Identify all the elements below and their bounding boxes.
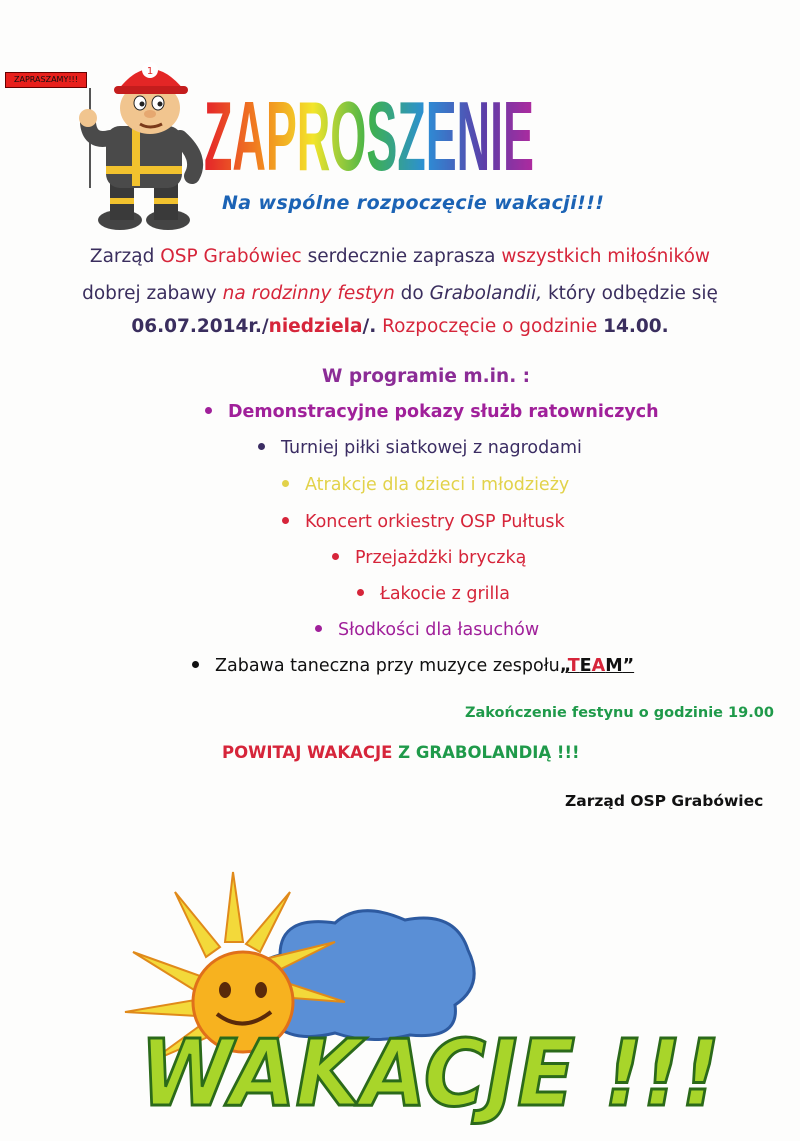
intro-line-1: Zarząd OSP Grabówiec serdecznie zaprasza wszystkich miłośników bbox=[89, 246, 711, 267]
bullet-icon bbox=[282, 480, 289, 487]
bullet-icon bbox=[205, 407, 212, 414]
firefighter-mascot bbox=[70, 48, 220, 233]
slogan: POWITAJ WAKACJE Z GRABOLANDIĄ !!! bbox=[222, 743, 580, 762]
festival-end-time: Zakończenie festynu o godzinie 19.00 bbox=[465, 705, 774, 721]
bullet-icon bbox=[357, 589, 364, 596]
program-item-demonstrations: Demonstracyjne pokazy służb ratowniczych bbox=[205, 402, 659, 422]
program-item-dance: Zabawa taneczna przy muzyce zespołu„TEAM” bbox=[192, 656, 634, 676]
wakacje-banner bbox=[130, 1015, 730, 1125]
bullet-icon bbox=[192, 661, 199, 668]
bullet-icon bbox=[332, 553, 339, 560]
program-item-kids-attractions: Atrakcje dla dzieci i młodzieży bbox=[282, 475, 569, 495]
intro-line-2: dobrej zabawy na rodzinny festyn do Grabolandii, który odbędzie się bbox=[82, 283, 718, 304]
bullet-icon bbox=[258, 443, 265, 450]
bullet-icon bbox=[315, 625, 322, 632]
program-item-concert: Koncert orkiestry OSP Pułtusk bbox=[282, 512, 565, 532]
bullet-icon bbox=[282, 517, 289, 524]
intro-line-3: 06.07.2014r./niedziela/. Rozpoczęcie o godzinie 14.00. bbox=[131, 316, 669, 337]
program-item-carriage-rides: Przejażdżki bryczką bbox=[332, 548, 526, 568]
program-item-grill: Łakocie z grilla bbox=[357, 584, 510, 604]
subtitle: Na wspólne rozpoczęcie wakacji!!! bbox=[222, 192, 605, 214]
team-band-name: „TEAM” bbox=[559, 656, 635, 676]
program-item-sweets: Słodkości dla łasuchów bbox=[315, 620, 539, 640]
page-title bbox=[202, 58, 537, 208]
zapraszamy-flag: ZAPRASZAMY!!! bbox=[5, 72, 87, 88]
program-heading: W programie m.in. : bbox=[322, 366, 531, 387]
svg-text:1: 1 bbox=[146, 66, 154, 77]
svg-text:ZAPROSZENIE: ZAPROSZENIE bbox=[204, 81, 534, 191]
program-item-volleyball: Turniej piłki siatkowej z nagrodami bbox=[258, 438, 582, 458]
signature: Zarząd OSP Grabówiec bbox=[565, 792, 764, 810]
svg-text:WAKACJE !!!: WAKACJE !!! bbox=[140, 1020, 720, 1125]
